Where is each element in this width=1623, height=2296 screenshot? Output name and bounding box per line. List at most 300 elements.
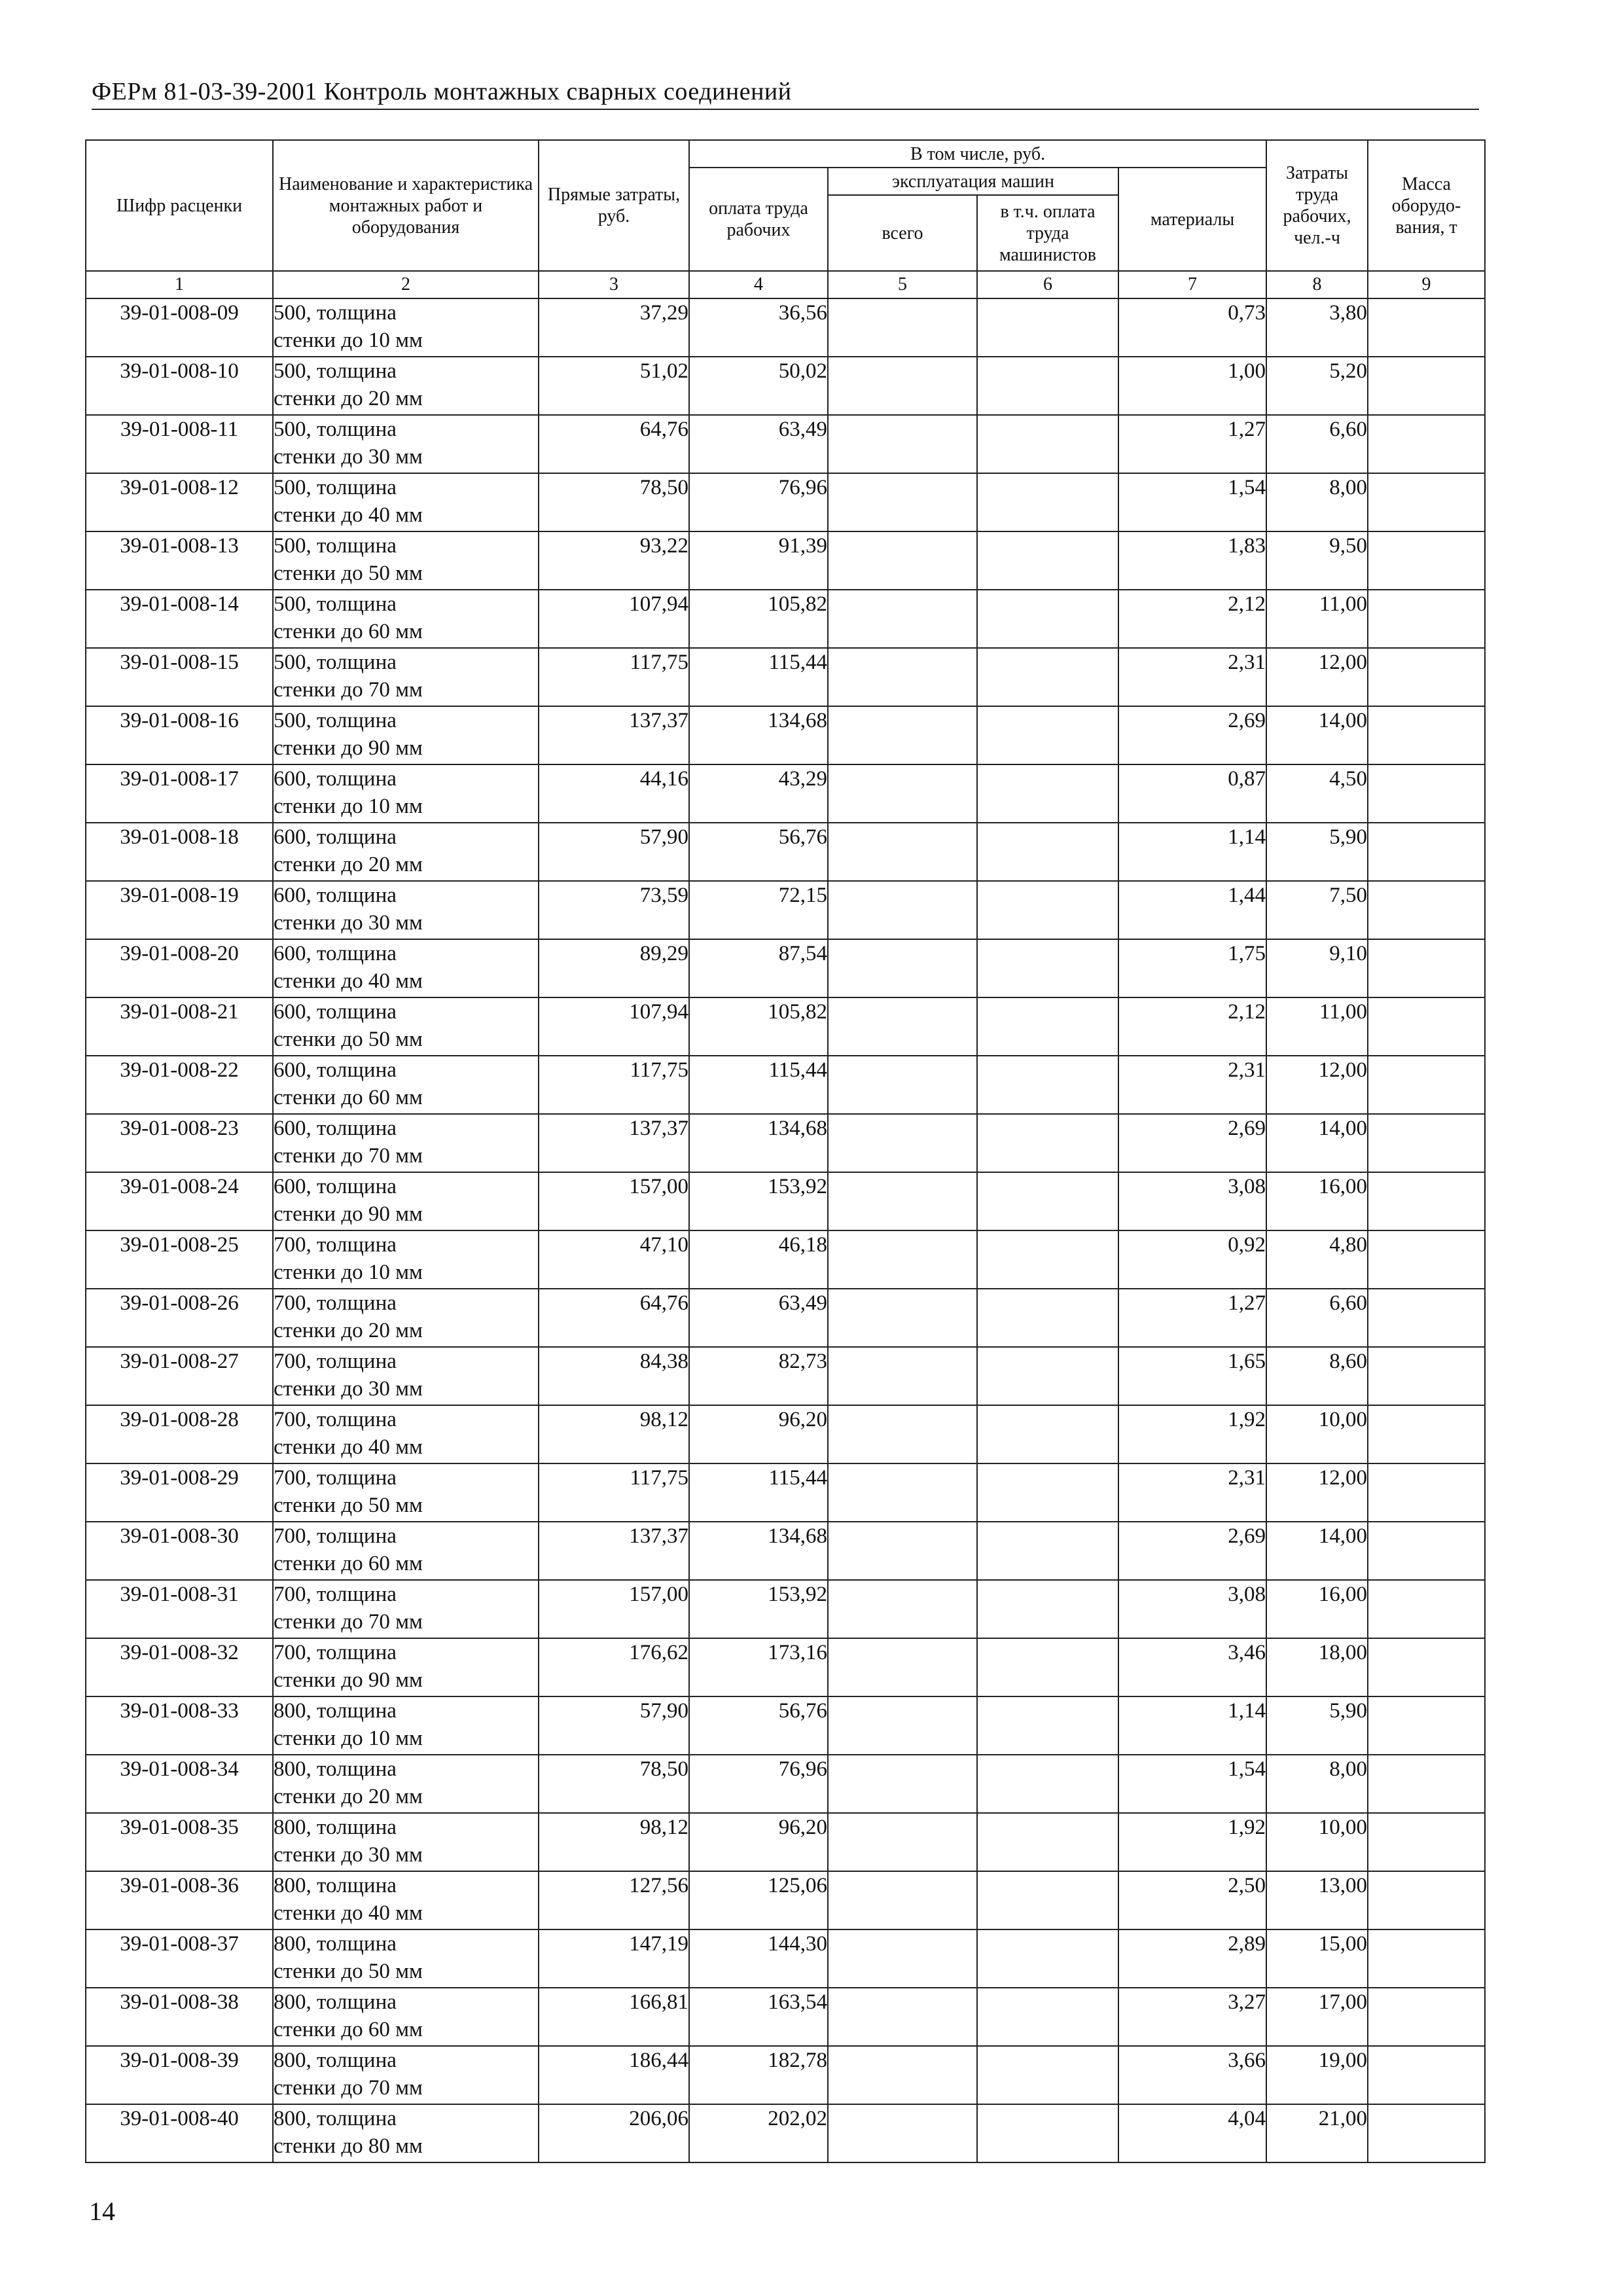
column-number: 8 (1266, 271, 1368, 298)
description-line: стенки до 70 мм (274, 678, 423, 702)
description-line: 700, толщина (274, 1291, 397, 1315)
table-row (86, 531, 1485, 590)
labor-pay: 144,30 (689, 1929, 828, 1988)
machines-total (828, 1172, 977, 1230)
header-labor-pay: оплата труда рабочих (689, 168, 828, 271)
work-description (273, 1172, 539, 1230)
labor-pay: 182,78 (689, 2046, 828, 2104)
machines-total (828, 1056, 977, 1114)
description-line: стенки до 10 мм (274, 795, 423, 818)
direct-costs: 166,81 (539, 1988, 689, 2046)
description-line: 600, толщина (274, 767, 397, 791)
direct-costs: 78,50 (539, 473, 689, 531)
labor-pay: 76,96 (689, 473, 828, 531)
labor-pay: 163,54 (689, 1988, 828, 2046)
direct-costs: 107,94 (539, 590, 689, 648)
machines-total (828, 706, 977, 764)
work-description (273, 1813, 539, 1871)
rate-code: 39-01-008-39 (86, 2046, 273, 2104)
description-line: стенки до 60 мм (274, 620, 423, 643)
equipment-mass (1368, 764, 1485, 823)
materials-cost: 3,08 (1118, 1580, 1266, 1638)
direct-costs: 37,29 (539, 298, 689, 357)
direct-costs: 64,76 (539, 1289, 689, 1347)
machines-total (828, 1405, 977, 1463)
rate-code: 39-01-008-18 (86, 823, 273, 881)
description-line: стенки до 20 мм (274, 387, 423, 410)
labor-pay: 134,68 (689, 1114, 828, 1172)
machinists-pay (977, 1347, 1118, 1405)
labor-hours: 8,60 (1266, 1347, 1368, 1405)
header-equipment-mass: Масса оборудо-вания, т (1368, 140, 1485, 271)
description-line: стенки до 70 мм (274, 1144, 423, 1168)
work-description (273, 415, 539, 473)
machines-total (828, 823, 977, 881)
labor-pay: 96,20 (689, 1813, 828, 1871)
table-row (86, 2046, 1485, 2104)
machines-total (828, 298, 977, 357)
machines-total (828, 1347, 977, 1405)
direct-costs: 186,44 (539, 2046, 689, 2104)
work-description (273, 1463, 539, 1522)
description-line: стенки до 30 мм (274, 445, 423, 469)
machines-total (828, 1230, 977, 1289)
rate-code: 39-01-008-13 (86, 531, 273, 590)
description-line: стенки до 50 мм (274, 1960, 423, 1983)
direct-costs: 98,12 (539, 1405, 689, 1463)
equipment-mass (1368, 298, 1485, 357)
labor-pay: 115,44 (689, 1463, 828, 1522)
machines-total (828, 648, 977, 706)
rate-code: 39-01-008-09 (86, 298, 273, 357)
rate-code: 39-01-008-33 (86, 1696, 273, 1755)
labor-hours: 16,00 (1266, 1172, 1368, 1230)
work-description (273, 2104, 539, 2162)
machinists-pay (977, 1638, 1118, 1696)
work-description (273, 590, 539, 648)
description-line: 700, толщина (274, 1583, 397, 1606)
labor-pay: 173,16 (689, 1638, 828, 1696)
work-description (273, 298, 539, 357)
description-line: 800, толщина (274, 1699, 397, 1723)
machinists-pay (977, 1172, 1118, 1230)
labor-hours: 9,50 (1266, 531, 1368, 590)
machinists-pay (977, 1289, 1118, 1347)
work-description (273, 939, 539, 997)
materials-cost: 2,31 (1118, 1056, 1266, 1114)
table-row (86, 473, 1485, 531)
table-row (86, 2104, 1485, 2162)
direct-costs: 137,37 (539, 1114, 689, 1172)
description-line: стенки до 70 мм (274, 1610, 423, 1634)
labor-hours: 8,00 (1266, 1755, 1368, 1813)
labor-hours: 18,00 (1266, 1638, 1368, 1696)
direct-costs: 206,06 (539, 2104, 689, 2162)
machinists-pay (977, 1405, 1118, 1463)
labor-hours: 5,90 (1266, 1696, 1368, 1755)
materials-cost: 2,12 (1118, 997, 1266, 1056)
work-description (273, 997, 539, 1056)
labor-hours: 12,00 (1266, 1463, 1368, 1522)
materials-cost: 1,83 (1118, 531, 1266, 590)
equipment-mass (1368, 1463, 1485, 1522)
description-line: стенки до 20 мм (274, 853, 423, 876)
column-number: 5 (828, 271, 977, 298)
description-line: 500, толщина (274, 476, 397, 499)
equipment-mass (1368, 1172, 1485, 1230)
rate-code: 39-01-008-25 (86, 1230, 273, 1289)
table-row (86, 939, 1485, 997)
description-line: стенки до 60 мм (274, 2018, 423, 2041)
equipment-mass (1368, 1580, 1485, 1638)
machinists-pay (977, 1463, 1118, 1522)
rate-code: 39-01-008-11 (86, 415, 273, 473)
direct-costs: 117,75 (539, 1463, 689, 1522)
description-line: 600, толщина (274, 884, 397, 907)
work-description (273, 764, 539, 823)
rate-code: 39-01-008-28 (86, 1405, 273, 1463)
rate-code: 39-01-008-36 (86, 1871, 273, 1929)
description-line: стенки до 60 мм (274, 1552, 423, 1575)
column-number: 2 (273, 271, 539, 298)
description-line: стенки до 10 мм (274, 1261, 423, 1284)
labor-hours: 6,60 (1266, 415, 1368, 473)
equipment-mass (1368, 473, 1485, 531)
rate-code: 39-01-008-20 (86, 939, 273, 997)
work-description (273, 1347, 539, 1405)
machinists-pay (977, 415, 1118, 473)
materials-cost: 3,66 (1118, 2046, 1266, 2104)
machines-total (828, 357, 977, 415)
machines-total (828, 1813, 977, 1871)
equipment-mass (1368, 1522, 1485, 1580)
description-line: 700, толщина (274, 1466, 397, 1490)
machines-total (828, 2046, 977, 2104)
description-line: 500, толщина (274, 592, 397, 616)
machinists-pay (977, 1929, 1118, 1988)
direct-costs: 93,22 (539, 531, 689, 590)
work-description (273, 2046, 539, 2104)
machinists-pay (977, 590, 1118, 648)
table-row (86, 1172, 1485, 1230)
direct-costs: 117,75 (539, 648, 689, 706)
machines-total (828, 415, 977, 473)
rate-code: 39-01-008-35 (86, 1813, 273, 1871)
rate-code: 39-01-008-24 (86, 1172, 273, 1230)
description-line: стенки до 90 мм (274, 736, 423, 760)
description-line: 600, толщина (274, 1175, 397, 1198)
description-line: 700, толщина (274, 1408, 397, 1431)
machines-total (828, 997, 977, 1056)
machinists-pay (977, 298, 1118, 357)
table-row (86, 1755, 1485, 1813)
machinists-pay (977, 357, 1118, 415)
machines-total (828, 1929, 977, 1988)
work-description (273, 1871, 539, 1929)
description-line: 600, толщина (274, 1058, 397, 1082)
labor-hours: 13,00 (1266, 1871, 1368, 1929)
labor-pay: 72,15 (689, 881, 828, 939)
materials-cost: 2,12 (1118, 590, 1266, 648)
description-line: 500, толщина (274, 534, 397, 558)
header-materials: материалы (1118, 168, 1266, 271)
machinists-pay (977, 997, 1118, 1056)
rates-table (85, 139, 1486, 2163)
rate-code: 39-01-008-19 (86, 881, 273, 939)
direct-costs: 64,76 (539, 415, 689, 473)
rate-code: 39-01-008-30 (86, 1522, 273, 1580)
description-line: стенки до 60 мм (274, 1086, 423, 1109)
machinists-pay (977, 1580, 1118, 1638)
equipment-mass (1368, 1929, 1485, 1988)
labor-pay: 56,76 (689, 1696, 828, 1755)
header-divider (92, 109, 1479, 110)
machines-total (828, 1696, 977, 1755)
labor-pay: 134,68 (689, 1522, 828, 1580)
direct-costs: 51,02 (539, 357, 689, 415)
materials-cost: 2,69 (1118, 706, 1266, 764)
description-line: стенки до 50 мм (274, 562, 423, 585)
labor-hours: 3,80 (1266, 298, 1368, 357)
labor-pay: 46,18 (689, 1230, 828, 1289)
description-line: стенки до 20 мм (274, 1319, 423, 1342)
equipment-mass (1368, 1813, 1485, 1871)
machinists-pay (977, 1871, 1118, 1929)
machinists-pay (977, 1114, 1118, 1172)
description-line: 500, толщина (274, 709, 397, 732)
work-description (273, 1405, 539, 1463)
table-row (86, 357, 1485, 415)
direct-costs: 137,37 (539, 1522, 689, 1580)
rate-code: 39-01-008-31 (86, 1580, 273, 1638)
labor-pay: 153,92 (689, 1580, 828, 1638)
materials-cost: 1,92 (1118, 1813, 1266, 1871)
materials-cost: 1,65 (1118, 1347, 1266, 1405)
equipment-mass (1368, 1230, 1485, 1289)
materials-cost: 2,31 (1118, 648, 1266, 706)
direct-costs: 107,94 (539, 997, 689, 1056)
description-line: 600, толщина (274, 1000, 397, 1024)
description-line: стенки до 30 мм (274, 1843, 423, 1867)
labor-hours: 17,00 (1266, 1988, 1368, 2046)
description-line: 500, толщина (274, 359, 397, 383)
equipment-mass (1368, 997, 1485, 1056)
machines-total (828, 939, 977, 997)
materials-cost: 2,69 (1118, 1114, 1266, 1172)
equipment-mass (1368, 823, 1485, 881)
direct-costs: 127,56 (539, 1871, 689, 1929)
rate-code: 39-01-008-29 (86, 1463, 273, 1522)
description-line: стенки до 30 мм (274, 911, 423, 935)
table-row (86, 1522, 1485, 1580)
rate-code: 39-01-008-16 (86, 706, 273, 764)
table-row (86, 1230, 1485, 1289)
direct-costs: 147,19 (539, 1929, 689, 1988)
direct-costs: 157,00 (539, 1172, 689, 1230)
machines-total (828, 531, 977, 590)
rate-code: 39-01-008-10 (86, 357, 273, 415)
labor-hours: 14,00 (1266, 1522, 1368, 1580)
materials-cost: 2,31 (1118, 1463, 1266, 1522)
rate-code: 39-01-008-15 (86, 648, 273, 706)
labor-pay: 56,76 (689, 823, 828, 881)
labor-hours: 9,10 (1266, 939, 1368, 997)
machinists-pay (977, 939, 1118, 997)
equipment-mass (1368, 648, 1485, 706)
equipment-mass (1368, 357, 1485, 415)
table-row (86, 823, 1485, 881)
column-number: 4 (689, 271, 828, 298)
labor-pay: 153,92 (689, 1172, 828, 1230)
description-line: стенки до 50 мм (274, 1028, 423, 1051)
labor-hours: 12,00 (1266, 1056, 1368, 1114)
header-code: Шифр расценки (86, 140, 273, 271)
work-description (273, 473, 539, 531)
header-machines: эксплуатация машин (828, 168, 1118, 195)
machinists-pay (977, 881, 1118, 939)
labor-hours: 14,00 (1266, 1114, 1368, 1172)
rate-code: 39-01-008-14 (86, 590, 273, 648)
machines-total (828, 1755, 977, 1813)
materials-cost: 1,14 (1118, 823, 1266, 881)
machines-total (828, 1114, 977, 1172)
description-line: 500, толщина (274, 651, 397, 674)
equipment-mass (1368, 2046, 1485, 2104)
materials-cost: 1,54 (1118, 1755, 1266, 1813)
description-line: стенки до 40 мм (274, 1435, 423, 1459)
header-direct-costs: Прямые затраты, руб. (539, 140, 689, 271)
description-line: 800, толщина (274, 1990, 397, 2014)
description-line: стенки до 10 мм (274, 329, 423, 352)
rate-code: 39-01-008-37 (86, 1929, 273, 1988)
description-line: 700, толщина (274, 1641, 397, 1664)
equipment-mass (1368, 706, 1485, 764)
materials-cost: 1,92 (1118, 1405, 1266, 1463)
rate-code: 39-01-008-22 (86, 1056, 273, 1114)
work-description (273, 1755, 539, 1813)
column-number: 9 (1368, 271, 1485, 298)
equipment-mass (1368, 1114, 1485, 1172)
description-line: 700, толщина (274, 1524, 397, 1548)
labor-hours: 10,00 (1266, 1813, 1368, 1871)
materials-cost: 1,27 (1118, 415, 1266, 473)
document-title: ФЕРм 81-03-39-2001 Контроль монтажных сварных соединений (92, 78, 792, 105)
direct-costs: 89,29 (539, 939, 689, 997)
direct-costs: 57,90 (539, 823, 689, 881)
materials-cost: 2,69 (1118, 1522, 1266, 1580)
description-line: стенки до 80 мм (274, 2134, 423, 2158)
work-description (273, 1580, 539, 1638)
materials-cost: 0,92 (1118, 1230, 1266, 1289)
labor-hours: 11,00 (1266, 997, 1368, 1056)
work-description (273, 823, 539, 881)
column-number: 7 (1118, 271, 1266, 298)
table-row (86, 706, 1485, 764)
direct-costs: 176,62 (539, 1638, 689, 1696)
materials-cost: 3,27 (1118, 1988, 1266, 2046)
work-description (273, 881, 539, 939)
labor-hours: 16,00 (1266, 1580, 1368, 1638)
header-machinists-pay: в т.ч. оплата труда машинистов (977, 195, 1118, 271)
table-row (86, 1929, 1485, 1988)
description-line: стенки до 90 мм (274, 1202, 423, 1226)
rate-code: 39-01-008-27 (86, 1347, 273, 1405)
description-line: стенки до 10 мм (274, 1727, 423, 1750)
machinists-pay (977, 648, 1118, 706)
machines-total (828, 1463, 977, 1522)
labor-pay: 105,82 (689, 590, 828, 648)
description-line: стенки до 50 мм (274, 1494, 423, 1517)
work-description (273, 1114, 539, 1172)
table-row (86, 1871, 1485, 1929)
table-row (86, 881, 1485, 939)
direct-costs: 157,00 (539, 1580, 689, 1638)
column-number: 1 (86, 271, 273, 298)
rate-code: 39-01-008-23 (86, 1114, 273, 1172)
machinists-pay (977, 2046, 1118, 2104)
labor-hours: 10,00 (1266, 1405, 1368, 1463)
labor-pay: 82,73 (689, 1347, 828, 1405)
equipment-mass (1368, 590, 1485, 648)
labor-pay: 125,06 (689, 1871, 828, 1929)
page-number: 14 (89, 2197, 115, 2226)
labor-pay: 91,39 (689, 531, 828, 590)
description-line: стенки до 20 мм (274, 1785, 423, 1808)
table-row (86, 1696, 1485, 1755)
materials-cost: 1,54 (1118, 473, 1266, 531)
description-line: 500, толщина (274, 301, 397, 325)
description-line: стенки до 40 мм (274, 503, 423, 527)
table-row (86, 415, 1485, 473)
equipment-mass (1368, 531, 1485, 590)
direct-costs: 47,10 (539, 1230, 689, 1289)
rate-code: 39-01-008-12 (86, 473, 273, 531)
work-description (273, 531, 539, 590)
materials-cost: 3,46 (1118, 1638, 1266, 1696)
description-line: стенки до 90 мм (274, 1668, 423, 1692)
machinists-pay (977, 473, 1118, 531)
machines-total (828, 1988, 977, 2046)
labor-pay: 36,56 (689, 298, 828, 357)
equipment-mass (1368, 1871, 1485, 1929)
labor-hours: 4,80 (1266, 1230, 1368, 1289)
materials-cost: 3,08 (1118, 1172, 1266, 1230)
table-row (86, 1056, 1485, 1114)
rate-code: 39-01-008-32 (86, 1638, 273, 1696)
description-line: 800, толщина (274, 1816, 397, 1839)
table-row (86, 590, 1485, 648)
labor-hours: 5,20 (1266, 357, 1368, 415)
rate-code: 39-01-008-21 (86, 997, 273, 1056)
labor-hours: 4,50 (1266, 764, 1368, 823)
table-row (86, 764, 1485, 823)
equipment-mass (1368, 415, 1485, 473)
machinists-pay (977, 823, 1118, 881)
description-line: стенки до 40 мм (274, 969, 423, 993)
labor-pay: 87,54 (689, 939, 828, 997)
work-description (273, 648, 539, 706)
table-row (86, 1580, 1485, 1638)
labor-hours: 12,00 (1266, 648, 1368, 706)
description-line: стенки до 70 мм (274, 2076, 423, 2100)
column-number: 3 (539, 271, 689, 298)
description-line: 500, толщина (274, 418, 397, 441)
description-line: 700, толщина (274, 1350, 397, 1373)
header-name: Наименование и характеристика монтажных работ и оборудования (273, 140, 539, 271)
column-number-row (86, 271, 1485, 298)
direct-costs: 84,38 (539, 1347, 689, 1405)
work-description (273, 1988, 539, 2046)
